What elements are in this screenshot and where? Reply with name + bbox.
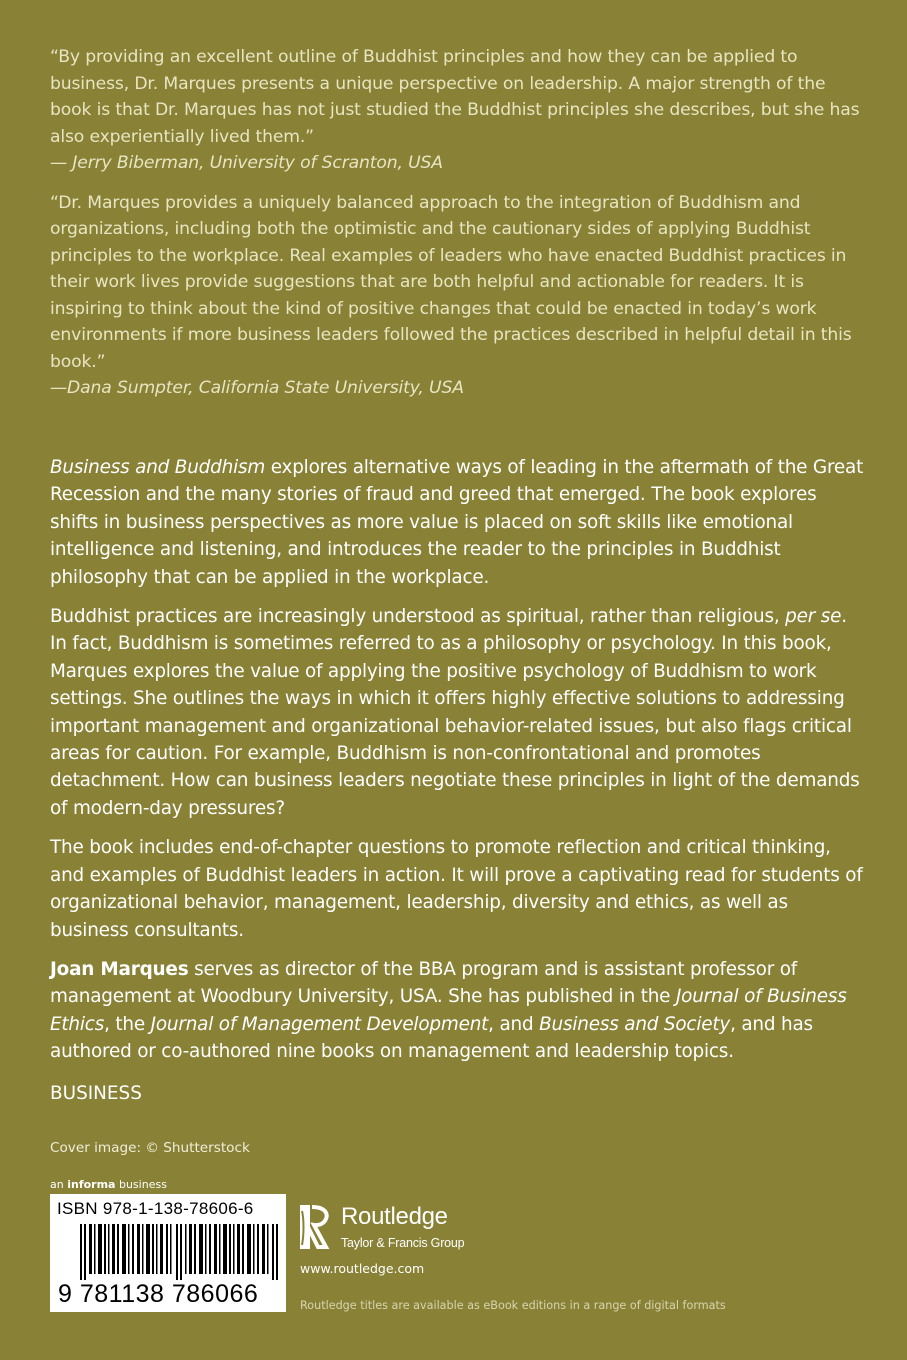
book-title: Business and Buddhism [50, 457, 266, 478]
author-bio: Joan Marques serves as director of the BBA program and is assistant professor of management at Woodbury University, USA. She has published in the Journal of Business Ethics, the Journal of Management Development, and Business and Society, and has authored or co-authored nine books on management and leadership topics. [50, 958, 847, 1063]
author-name: Joan Marques [50, 958, 189, 980]
barcode-icon [80, 1224, 280, 1280]
publisher-url[interactable]: www.routledge.com [300, 1261, 425, 1276]
description-paragraph: Buddhist practices are increasingly understood as spiritual, rather than religious, per se. In fact, Buddhism is sometimes referred to as a philosophy or psychology. In this book, Marques explores the value of applying the positive psychology of Buddhism to work settings. She outlines the ways in which it offers highly effective solutions to addressing important management and organizational behavior-related issues, but also flags critical areas for caution. For example, Buddhism is non-confrontational and promotes detachment. How can business leaders negotiate these principles in light of the demands of modern-day pressures? [50, 606, 860, 819]
ebook-note: Routledge titles are available as eBook editions in a range of digital formats [300, 1299, 726, 1312]
isbn-digits: 9 781138 786066 [58, 1280, 259, 1308]
informa-line: an informa business [50, 1178, 167, 1191]
isbn-barcode [50, 1194, 286, 1312]
endorsement-quote: “Dr. Marques provides a uniquely balanced approach to the integration of Buddhism and organizations, including both the optimistic and the cautionary sides of applying Buddhist principles to the workplace. Real examples of leaders who have enacted Buddhist practices in their work lives provide suggestions that are both helpful and actionable for readers. It is inspiring to think about the kind of positive changes that could be enacted in today’s work environments if more business leaders followed the practices described in helpful detail in this book.” [50, 192, 852, 372]
description-paragraph: Business and Buddhism explores alternative ways of leading in the aftermath of the Great Recession and the many stories of fraud and greed that emerged. The book explores shifts in business perspectives as more value is placed on soft skills like emotional intelligence and listening, and introduces the reader to the principles in Buddhist philosophy that can be applied in the workplace. [50, 457, 864, 588]
cover-credit: Cover image: © Shutterstock [50, 1140, 250, 1156]
endorsement-attribution: — Jerry Biberman, University of Scranton, USA [50, 153, 443, 173]
isbn-label: ISBN 978-1-138-78606-6 [57, 1199, 254, 1218]
routledge-logo-icon [300, 1205, 332, 1249]
category-label: BUSINESS [50, 1083, 142, 1104]
endorsement-attribution: —Dana Sumpter, California State University, USA [50, 378, 464, 398]
publisher-name: Routledge [341, 1203, 448, 1230]
publisher-group: Taylor & Francis Group [341, 1236, 465, 1250]
book-description [50, 454, 865, 1078]
endorsement-quote: “By providing an excellent outline of Buddhist principles and how they can be applied to business, Dr. Marques presents a unique perspective on leadership. A major strength of the book is that Dr. Marques has not just studied the Buddhist principles she describes, but she has also experientially lived them.” [50, 47, 860, 147]
endorsements [50, 44, 860, 402]
description-paragraph: The book includes end-of-chapter questions to promote reflection and critical thinking, and examples of Buddhist leaders in action. It will prove a captivating read for students of organizational behavior, management, leadership, diversity and ethics, as well as business consultants. [50, 837, 863, 941]
